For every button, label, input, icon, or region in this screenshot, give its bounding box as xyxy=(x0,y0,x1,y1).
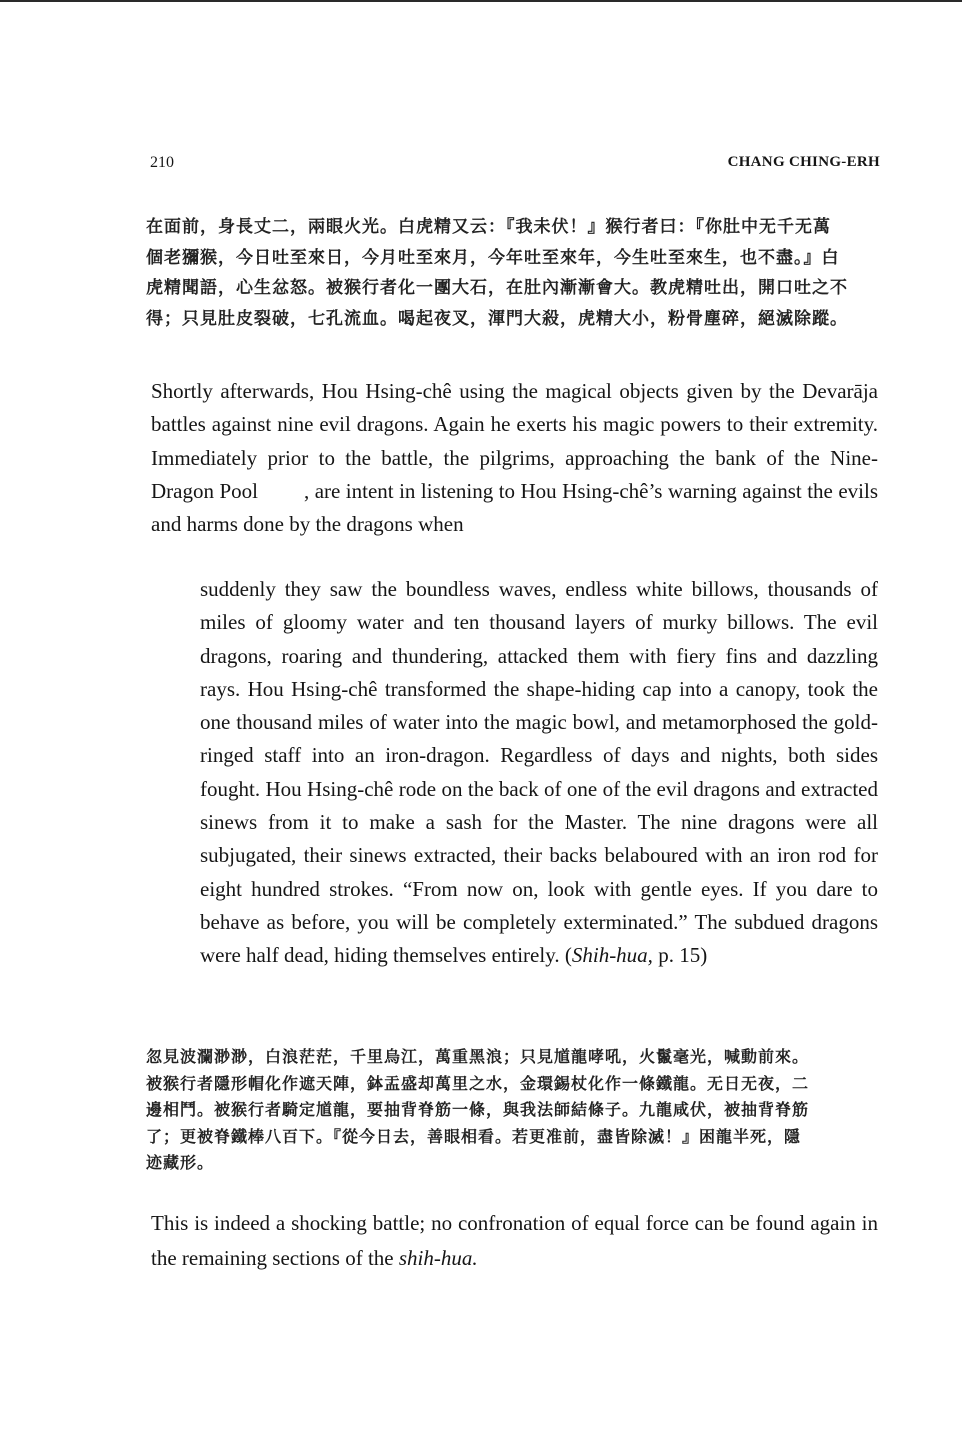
paragraph-dragon-intro xyxy=(151,375,878,541)
block-quote-dragon-battle xyxy=(200,573,878,973)
chinese-passage-tiger: 在面前，身長丈二，兩眼火光。白虎精又云：『我未伏！』猴行者曰：『你肚中无千无萬 個老獼猴，今日吐至來日，今月吐至來月，今年吐至來年，今生吐至來生，也不盡。』白 虎精聞語，心生忿怒。被猴行者化一團大石，在肚內漸漸會大。教虎精吐出，開口吐之不 得；只見肚皮裂破，七孔流血。喝起夜叉，渾門大殺，虎精大小，粉骨塵碎，絕滅除蹤。 xyxy=(146,217,848,329)
page-header xyxy=(150,154,880,176)
paragraph-dragon-intro-part-b: , are intent in listening to Hou Hsing-chê’s warning against the evils and harms done by the dragons when xyxy=(151,478,878,537)
shih-hua-title: shih-hua. xyxy=(398,1245,478,1270)
page-top-border xyxy=(0,0,962,2)
citation-title: Shih-hua, xyxy=(571,943,653,968)
paragraph-dragon-intro-part-a: Shortly afterwards, Hou Hsing-chê using the magical objects given by the Devarāja battles against nine evil dragons. Again he exerts his magic powers to their extremity. Immediately prior to the battle, the pilgrims, approaching the bank of the Nine-Dragon Pool xyxy=(151,379,878,503)
citation: (Shih-hua, p. 15) xyxy=(564,943,708,968)
running-head: CHANG CHING-ERH xyxy=(727,154,880,170)
chinese-passage-dragons: 忽見波瀾渺渺，白浪茫茫，千里烏江，萬重黑浪；只見馗龍哮吼，火鬣毫光，喊動前來。 被猴行者隱形帽化作遮天陣，鉢盂盛却萬里之水，金環錫杖化作一條鐵龍。无日无夜，二 邊相鬥。被猴行者騎定馗龍，要抽背脊筋一條，與我法師結條子。九龍咸伏，被抽背脊筋 了；更被脊鐵棒八百下。『從今日去，善眼相看。若更准前，盡皆除滅！』困龍半死，隱 迹藏形。 xyxy=(146,1047,810,1172)
page-number: 210 xyxy=(150,154,174,171)
block-quote-text: suddenly they saw the boundless waves, endless white billows, thousands of miles of gloomy water and ten thousand layers of murky billows. The evil dragons, roaring and thundering, attacked them with fiery fins and dazzling rays. Hou Hsing-chê transformed the shape-hiding cap into a canopy, took the one thousand miles of water into the magic bowl, and metamorphosed the gold-ringed staff into an iron-dragon. Regardless of days and nights, both sides fought. Hou Hsing-chê rode on the back of one of the evil dragons and extracted sinews from it to make a sash for the Master. The nine dragons were all subjugated, their sinews extracted, their backs belaboured with an iron rod for eight hundred strokes. “From now on, look with gentle eyes. If you dare to behave as before, you will be completely exterminated.” The subdued dragons were half dead, hiding themselves entirely. xyxy=(200,577,878,968)
paragraph-conclusion: This is indeed a shocking battle; no confronation of equal force can be found again in the remaining sections of the shih-hua. xyxy=(151,1211,878,1270)
